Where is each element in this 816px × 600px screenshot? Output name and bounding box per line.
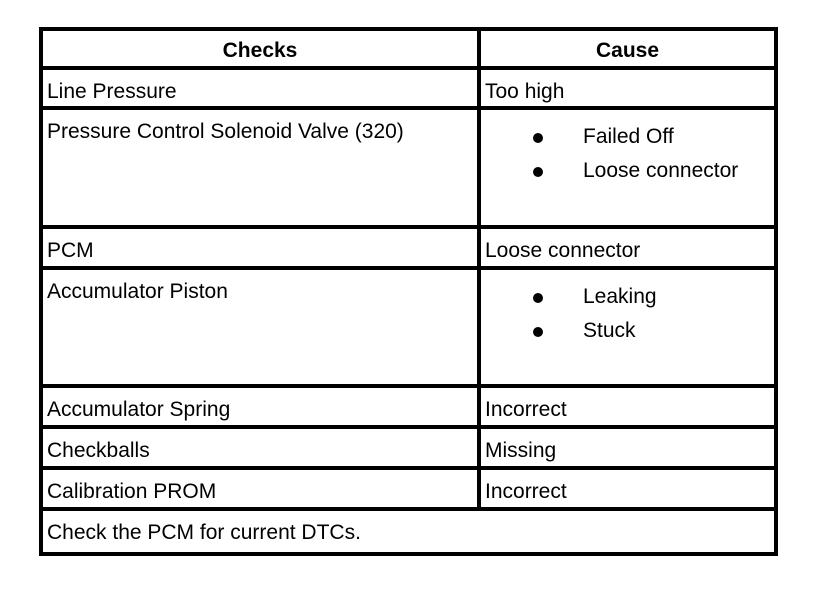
table-row-check xyxy=(43,229,477,266)
table-row-check xyxy=(43,470,477,507)
check-label: Checkballs xyxy=(47,439,150,462)
table-row-cause xyxy=(481,229,774,266)
table-row-cause xyxy=(481,429,774,466)
cause-label: Missing xyxy=(485,439,557,462)
table-row-cause xyxy=(481,110,774,225)
header-checks-label: Checks xyxy=(222,39,298,62)
cause-label: Loose connector xyxy=(583,159,739,182)
cause-label: Incorrect xyxy=(485,480,567,503)
bullet-icon xyxy=(533,327,543,337)
check-label: Accumulator Spring xyxy=(47,398,231,421)
table-row-check xyxy=(43,388,477,425)
footer-note-row xyxy=(43,511,774,552)
table-row-check xyxy=(43,270,477,384)
cause-label: Failed Off xyxy=(583,125,674,148)
bullet-icon xyxy=(533,293,543,303)
cause-label: Stuck xyxy=(583,319,636,342)
bullet-icon xyxy=(533,167,543,177)
cause-label: Leaking xyxy=(583,285,657,308)
check-label: Line Pressure xyxy=(47,80,177,103)
header-checks xyxy=(43,31,477,66)
check-label: Calibration PROM xyxy=(47,480,217,503)
check-label: Pressure Control Solenoid Valve (320) xyxy=(47,120,404,143)
footer-note: Check the PCM for current DTCs. xyxy=(47,521,361,544)
cause-label: Incorrect xyxy=(485,398,567,421)
diagnosis-table xyxy=(39,27,778,556)
cause-label: Too high xyxy=(485,80,565,103)
table-row-cause xyxy=(481,388,774,425)
table-row-check xyxy=(43,110,477,225)
table-row-cause xyxy=(481,270,774,384)
table-row-check xyxy=(43,70,477,106)
table-row-cause xyxy=(481,470,774,507)
bullet-icon xyxy=(533,133,543,143)
table-row-cause xyxy=(481,70,774,106)
header-cause-label: Cause xyxy=(595,39,660,62)
header-cause xyxy=(481,31,774,66)
cause-label: Loose connector xyxy=(485,239,641,262)
check-label: Accumulator Piston xyxy=(47,280,228,303)
check-label: PCM xyxy=(47,239,94,262)
table-row-check xyxy=(43,429,477,466)
